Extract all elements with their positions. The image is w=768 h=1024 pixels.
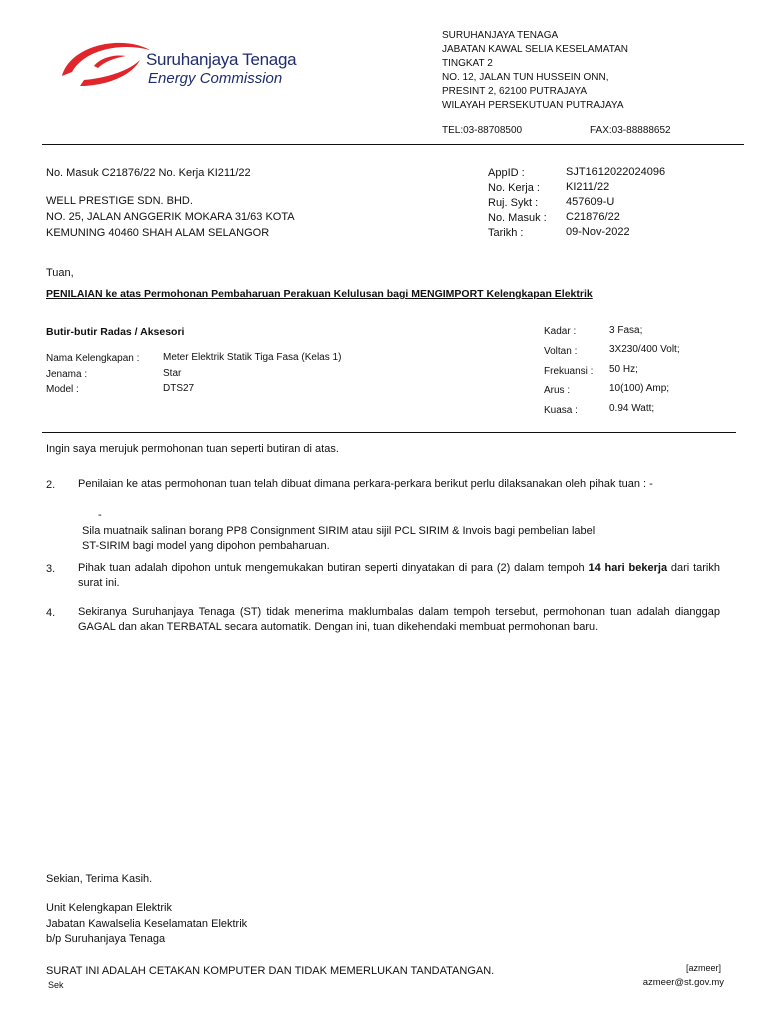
detail-label-kadar: Kadar : xyxy=(544,326,577,337)
para-3-text-end: dari tarikh surat ini. xyxy=(78,562,720,589)
telephone-number: TEL:03-88708500 xyxy=(442,125,523,136)
detail-value-kuasa: 0.94 Watt; xyxy=(609,403,655,414)
brand-name-malay: Suruhanjaya Tenaga xyxy=(146,50,297,69)
address-line-5: PRESINT 2, 62100 PUTRAJAYA xyxy=(442,86,588,97)
detail-value-jenama: Star xyxy=(163,368,182,379)
meta-label-kerja: No. Kerja : xyxy=(488,182,540,194)
address-line-1: SURUHANJAYA TENAGA xyxy=(442,30,559,41)
para-3-number: 3. xyxy=(46,563,56,575)
para-2-item-line-1: Sila muatnaik salinan borang PP8 Consignment SIRIM atau sijil PCL SIRIM & Invois bagi pembelian label xyxy=(82,525,596,537)
footer-user: [azmeer] xyxy=(686,963,722,973)
para-2-item-line-2: ST-SIRIM bagi model yang dipohon pembaharuan. xyxy=(82,540,330,552)
detail-label-arus: Arus : xyxy=(544,385,571,396)
para-3-deadline: 14 hari bekerja xyxy=(588,562,668,574)
meta-label-masuk: No. Masuk : xyxy=(488,212,547,224)
address-line-6: WILAYAH PERSEKUTUAN PUTRAJAYA xyxy=(442,100,624,111)
para-2-dash: - xyxy=(98,509,102,521)
signoff-line-1: Unit Kelengkapan Elektrik xyxy=(46,902,172,914)
logo xyxy=(50,36,330,96)
signoff-line-2: Jabatan Kawalselia Keselamatan Elektrik xyxy=(46,918,248,930)
footer-email: azmeer@st.gov.my xyxy=(642,977,724,988)
para-2-text: Penilaian ke atas permohonan tuan telah dibuat dimana perkara-perkara berikut perlu dilaksanakan oleh pihak tuan : - xyxy=(78,478,653,490)
closing-text: Sekian, Terima Kasih. xyxy=(46,873,153,885)
detail-label-voltan: Voltan : xyxy=(544,346,578,357)
detail-label-nama: Nama Kelengkapan : xyxy=(46,353,140,364)
detail-value-model: DTS27 xyxy=(163,383,195,394)
brand-name-english: Energy Commission xyxy=(148,70,283,87)
fax-number: FAX:03-88888652 xyxy=(590,125,671,136)
detail-value-kadar: 3 Fasa; xyxy=(609,325,643,336)
detail-label-kuasa: Kuasa : xyxy=(544,405,578,416)
para-3-text-start: Pihak tuan adalah dipohon untuk mengemukakan butiran seperti dinyatakan di para (2) dalam tempoh xyxy=(78,562,589,574)
meta-value-kerja: KI211/22 xyxy=(566,181,610,193)
recipient-line-1: WELL PRESTIGE SDN. BHD. xyxy=(46,195,193,207)
detail-value-arus: 10(100) Amp; xyxy=(609,383,670,394)
recipient-line-3: KEMUNING 40460 SHAH ALAM SELANGOR xyxy=(46,227,270,239)
para-3-text xyxy=(78,561,720,591)
detail-label-jenama: Jenama : xyxy=(46,369,88,380)
detail-value-voltan: 3X230/400 Volt; xyxy=(609,344,680,355)
detail-value-nama: Meter Elektrik Statik Tiga Fasa (Kelas 1) xyxy=(163,352,342,363)
computer-generated-note: SURAT INI ADALAH CETAKAN KOMPUTER DAN TIDAK MEMERLUKAN TANDATANGAN. xyxy=(46,965,495,977)
footer-sek: Sek xyxy=(48,980,64,990)
detail-label-model: Model : xyxy=(46,384,79,395)
detail-label-frekuansi: Frekuansi : xyxy=(544,366,594,377)
salutation: Tuan, xyxy=(46,267,74,279)
intro-text: Ingin saya merujuk permohonan tuan seperti butiran di atas. xyxy=(46,443,339,455)
meta-value-masuk: C21876/22 xyxy=(566,211,620,223)
subject-title: PENILAIAN ke atas Permohonan Pembaharuan Perakuan Kelulusan bagi MENGIMPORT Kelengkapan Elektrik xyxy=(46,288,593,300)
reference-line: No. Masuk C21876/22 No. Kerja KI211/22 xyxy=(46,167,251,179)
meta-value-appid: SJT1612022024096 xyxy=(566,166,666,178)
address-line-2: JABATAN KAWAL SELIA KESELAMATAN xyxy=(442,44,628,55)
meta-value-ruj: 457609-U xyxy=(566,196,615,208)
energy-commission-swoosh-icon xyxy=(50,36,160,90)
meta-value-tarikh: 09-Nov-2022 xyxy=(566,226,630,238)
details-title: Butir-butir Radas / Aksesori xyxy=(46,326,185,338)
meta-label-ruj: Ruj. Sykt : xyxy=(488,197,539,209)
signoff-line-3: b/p Suruhanjaya Tenaga xyxy=(46,933,166,945)
detail-value-frekuansi: 50 Hz; xyxy=(609,364,638,375)
para-4-text: Sekiranya Suruhanjaya Tenaga (ST) tidak menerima maklumbalas dalam tempoh tersebut, permohonan tuan adalah dianggap GAGAL dan akan TERBATAL secara automatik. Dengan ini, tuan dikehendaki membuat permohonan baru. xyxy=(78,606,720,633)
address-line-3: TINGKAT 2 xyxy=(442,58,493,69)
header-divider xyxy=(42,144,744,145)
address-line-4: NO. 12, JALAN TUN HUSSEIN ONN, xyxy=(442,72,609,83)
recipient-line-2: NO. 25, JALAN ANGGERIK MOKARA 31/63 KOTA xyxy=(46,211,295,223)
para-2-number: 2. xyxy=(46,479,56,491)
meta-label-tarikh: Tarikh : xyxy=(488,227,524,239)
para-4-number: 4. xyxy=(46,607,56,619)
details-divider xyxy=(42,432,736,433)
meta-label-appid: AppID : xyxy=(488,167,525,179)
